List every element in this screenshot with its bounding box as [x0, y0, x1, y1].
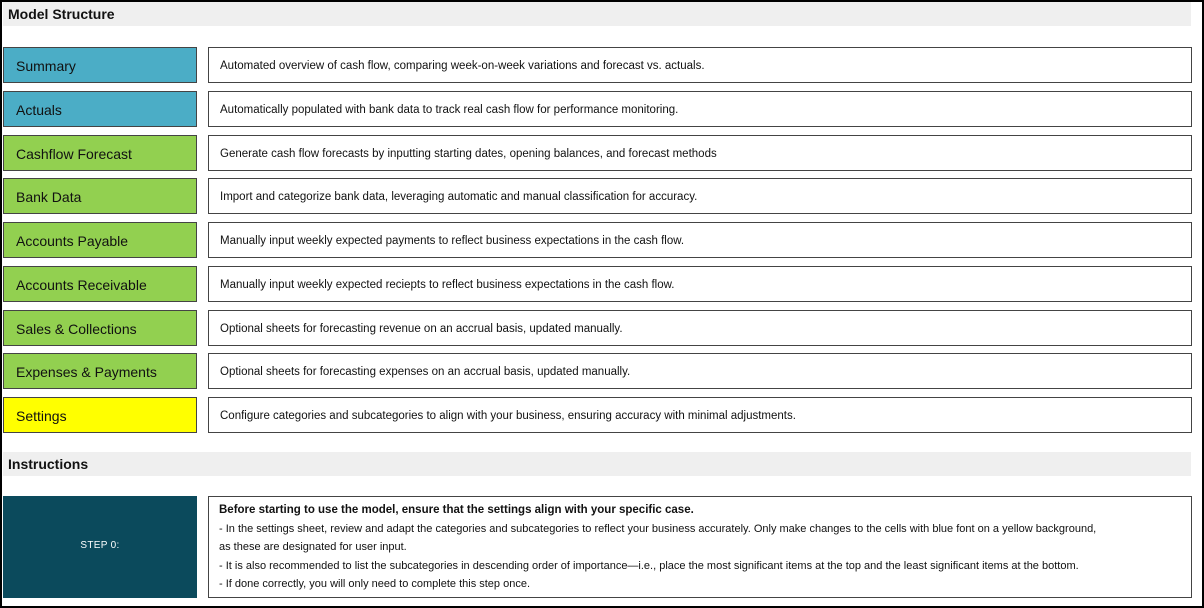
- structure-row-bank-data: [3, 178, 1192, 214]
- structure-row-settings: [3, 397, 1192, 433]
- expenses-payments-description: Optional sheets for forecasting expenses on an accrual basis, updated manually.: [208, 353, 1192, 389]
- structure-row-sales-collections: [3, 310, 1192, 346]
- actuals-description: Automatically populated with bank data to track real cash flow for performance monitoring.: [208, 91, 1192, 127]
- bank-data-description: Import and categorize bank data, leveraging automatic and manual classification for accuracy.: [208, 178, 1192, 214]
- structure-row-accounts-receivable: [3, 266, 1192, 302]
- step-0-line: - In the settings sheet, review and adapt the categories and subcategories to reflect your business accurately. Only make changes to the cells with blue font on a yellow background,: [219, 522, 1097, 535]
- step-0-line: - It is also recommended to list the subcategories in descending order of importance—i.e., place the most significant items at the top and the least significant items at the bottom.: [219, 559, 1079, 572]
- accounts-payable-description: Manually input weekly expected payments to reflect business expectations in the cash flow.: [208, 222, 1192, 258]
- sales-collections-description: Optional sheets for forecasting revenue on an accrual basis, updated manually.: [208, 310, 1192, 346]
- step-0-description: [208, 496, 1192, 598]
- accounts-payable-sheet-button[interactable]: Accounts Payable: [3, 222, 197, 258]
- step-0-line: - If done correctly, you will only need to complete this step once.: [219, 578, 531, 590]
- summary-sheet-button[interactable]: Summary: [3, 47, 197, 83]
- sales-collections-sheet-button[interactable]: Sales & Collections: [3, 310, 197, 346]
- structure-row-summary: [3, 47, 1192, 83]
- expenses-payments-sheet-button[interactable]: Expenses & Payments: [3, 353, 197, 389]
- instructions-header: Instructions: [3, 452, 1191, 476]
- actuals-sheet-button[interactable]: Actuals: [3, 91, 197, 127]
- model-structure-header: Model Structure: [3, 2, 1191, 26]
- accounts-receivable-sheet-button[interactable]: Accounts Receivable: [3, 266, 197, 302]
- cashflow-forecast-sheet-button[interactable]: Cashflow Forecast: [3, 135, 197, 171]
- step-0-heading: Before starting to use the model, ensure that the settings align with your specific case.: [219, 504, 694, 516]
- cashflow-forecast-description: Generate cash flow forecasts by inputting starting dates, opening balances, and forecast methods: [208, 135, 1192, 171]
- settings-description: Configure categories and subcategories to align with your business, ensuring accuracy with minimal adjustments.: [208, 397, 1192, 433]
- bank-data-sheet-button[interactable]: Bank Data: [3, 178, 197, 214]
- accounts-receivable-description: Manually input weekly expected reciepts to reflect business expectations in the cash flow.: [208, 266, 1192, 302]
- summary-description: Automated overview of cash flow, comparing week-on-week variations and forecast vs. actuals.: [208, 47, 1192, 83]
- structure-row-cashflow-forecast: [3, 135, 1192, 171]
- structure-row-expenses-payments: [3, 353, 1192, 389]
- step-0-line: as these are designated for user input.: [219, 541, 407, 553]
- structure-row-accounts-payable: [3, 222, 1192, 258]
- structure-row-actuals: [3, 91, 1192, 127]
- step-0-label: STEP 0:: [3, 496, 197, 598]
- settings-sheet-button[interactable]: Settings: [3, 397, 197, 433]
